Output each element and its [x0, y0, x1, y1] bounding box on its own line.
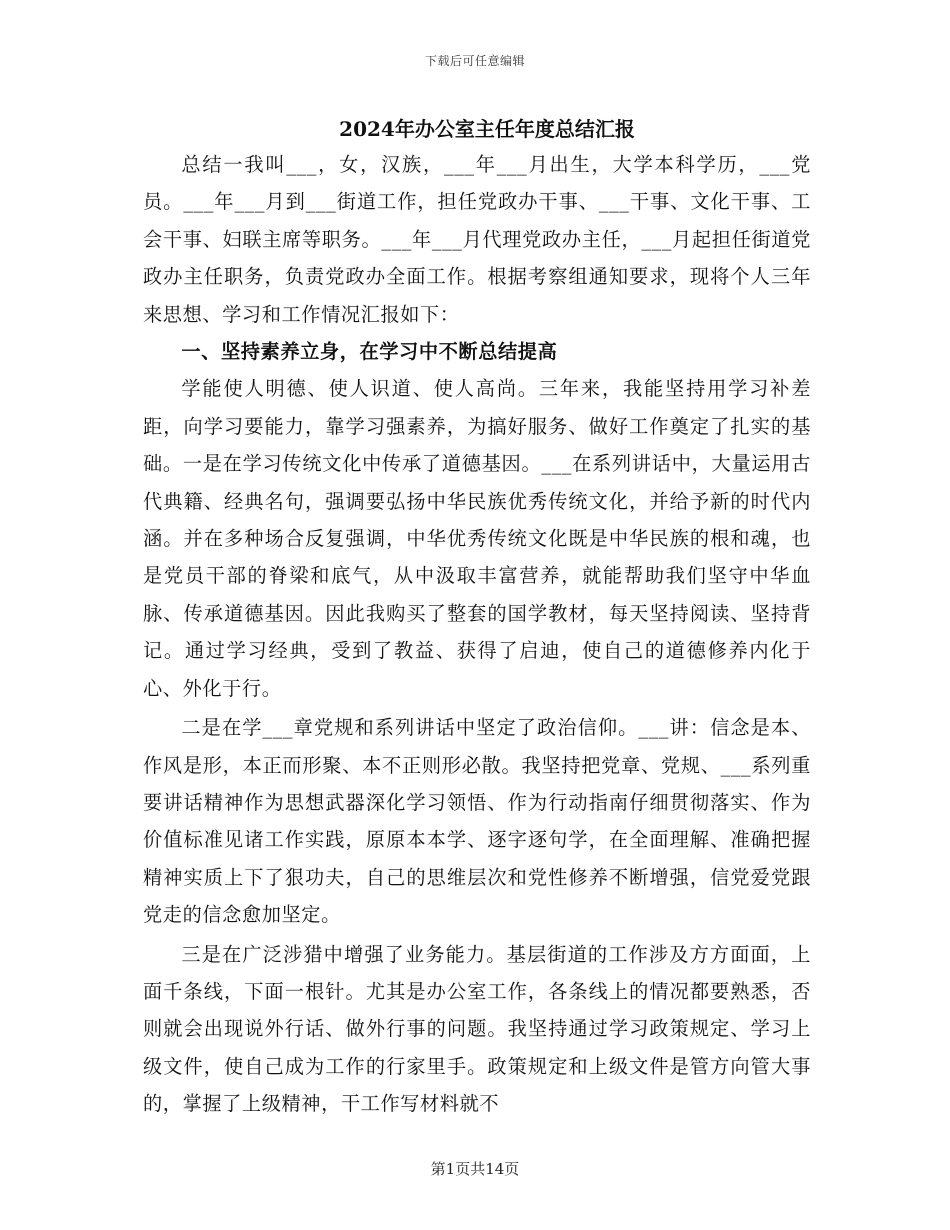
document-title: 2024年办公室主任年度总结汇报: [339, 117, 635, 141]
header-note: 下载后可任意编辑: [424, 54, 525, 68]
document-body: [143, 112, 811, 1123]
paragraph-business-ability: 三是在广泛涉猎中增强了业务能力。基层街道的工作涉及方方面面，上面千条线，下面一根针。尤其是办公室工作，各条线上的情况都要熟悉，否则就会出现说外行话、做外行事的问题。我坚持通过学习政策规定、学习上级文件，使自己成为工作的行家里手。政策规定和上级文件是管方向管大事的，掌握了上级精神，干工作写材料就不: [143, 942, 811, 1116]
paragraph-study-culture: 学能使人明德、使人识道、使人高尚。三年来，我能坚持用学习补差距，向学习要能力，靠学习强素养，为搞好服务、做好工作奠定了扎实的基础。一是在学习传统文化中传承了道德基因。___在系列讲话中，大量运用古代典籍、经典名句，强调要弘扬中华民族优秀传统文化，并给予新的时代内涵。并在多种场合反复强调，中华优秀传统文化既是中华民族的根和魂，也是党员干部的脊梁和底气，从中汲取丰富营养，就能帮助我们坚守中华血脉、传承道德基因。因此我购买了整套的国学教材，每天坚持阅读、坚持背记。通过学习经典，受到了教益、获得了启迪，使自己的道德修养内化于心、外化于行。: [143, 377, 811, 700]
paragraph-intro: 总结一我叫___，女，汉族，___年___月出生，大学本科学历，___党员。___年___月到___街道工作，担任党政办干事、___干事、文化干事、工会干事、妇联主席等职务。___年___月代理党政办主任，___月起担任街道党政办主任职务，负责党政办全面工作。根据考察组通知要求，现将个人三年来思想、学习和工作情况汇报如下：: [143, 153, 811, 326]
paragraph-political-belief: 二是在学___章党规和系列讲话中坚定了政治信仰。___讲：信念是本、作风是形，本正而形聚、本不正则形必散。我坚持把党章、党规、___系列重要讲话精神作为思想武器深化学习领悟、作为行动指南仔细贯彻落实、作为价值标准见诸工作实践，原原本本学、逐字逐句学，在全面理解、准确把握精神实质上下了狠功夫，自己的思维层次和党性修养不断增强，信党爱党跟党走的信念愈加坚定。: [143, 716, 811, 927]
section-heading-1: 一、坚持素养立身，在学习中不断总结提高: [181, 340, 558, 364]
page-number: 第1页共14页: [430, 1160, 520, 1178]
